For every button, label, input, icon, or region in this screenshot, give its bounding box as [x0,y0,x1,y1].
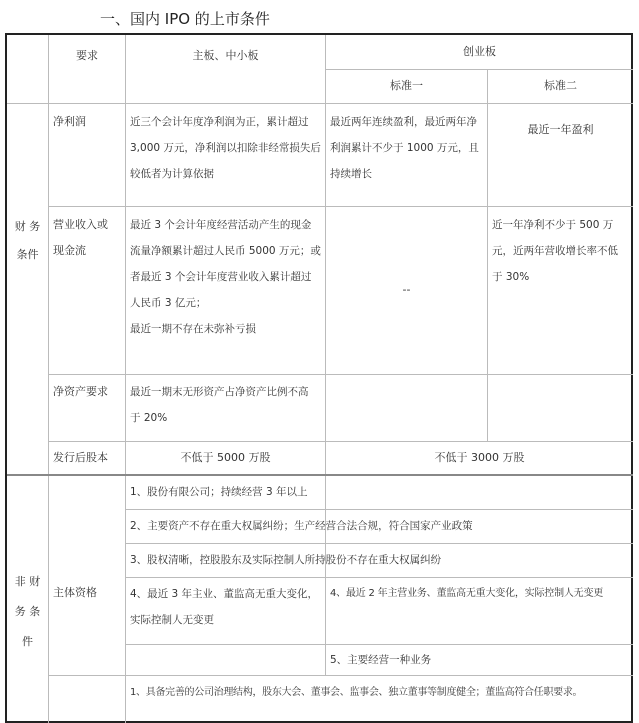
row-revenue-main: 最近 3 个会计年度经营活动产生的现金 流量净额累计超过人民币 5000 万元；或 者最近 3 个会计年度营业收入累计超过 人民币 3 亿元； 最近一期不存在未弥补亏损 [130,219,321,335]
section-financial: 财 务 条件 [14,220,41,261]
row-share-capital-chinext: 不低于 3000 万股 [434,451,525,464]
row-net-assets-main: 最近一期末无形资产占净资产比例不高 于 20% [130,386,309,424]
nonfinancial-item-4-chinext: 4、最近 2 年主营业务、董监高无重大变化，实际控制人无变更 [330,588,604,599]
governance-item: 1、具备完善的公司治理结构，股东大会、董事会、监事会、独立董事等制度健全；董监高符合任职要求。 [130,687,583,698]
page-title: 一、国内 IPO 的上市条件 [100,10,270,28]
nonfinancial-item-2: 2、主要资产不存在重大权属纠纷；生产经营合法合规，符合国家产业政策 [130,520,473,532]
row-share-capital-main: 不低于 5000 万股 [180,451,271,464]
header-chinext: 创业板 [463,45,496,58]
ipo-conditions-table [5,33,633,723]
row-share-capital-label: 发行后股本 [53,451,108,464]
header-standard-two: 标准二 [544,79,577,92]
row-net-profit-label: 净利润 [53,115,86,128]
header-standard-one: 标准一 [390,79,423,92]
row-revenue-label: 营业收入或 现金流 [53,218,108,257]
row-net-profit-std2: 最近一年盈利 [527,123,594,136]
header-requirement: 要求 [76,49,98,62]
nonfinancial-item-5-chinext: 5、主要经营一种业务 [330,654,432,666]
section-nonfinancial: 非 财 务 条 件 [14,575,41,648]
header-main-board: 主板、中小板 [192,49,259,62]
row-net-profit-std1: 最近两年连续盈利，最近两年净 利润累计不少于 1000 万元，且 持续增长 [330,116,479,180]
nonfinancial-item-4-main: 4、最近 3 年主业、董监高无重大变化， 实际控制人无变更 [130,588,319,626]
nonfinancial-item-1: 1、股份有限公司；持续经营 3 年以上 [130,486,308,498]
nonfinancial-item-3: 3、股权清晰，控股股东及实际控制人所持股份不存在重大权属纠纷 [130,554,442,566]
subject-qualification-label: 主体资格 [53,586,97,599]
row-net-assets-label: 净资产要求 [53,385,108,398]
row-net-profit-main: 近三个会计年度净利润为正，累计超过 3,000 万元，净利润以扣除非经常损失后 较低者为计算依据 [130,116,321,180]
row-revenue-std2: 近一年净利不少于 500 万 元，近两年营收增长率不低 于 30% [492,219,618,283]
row-revenue-std1: -- [402,283,411,296]
